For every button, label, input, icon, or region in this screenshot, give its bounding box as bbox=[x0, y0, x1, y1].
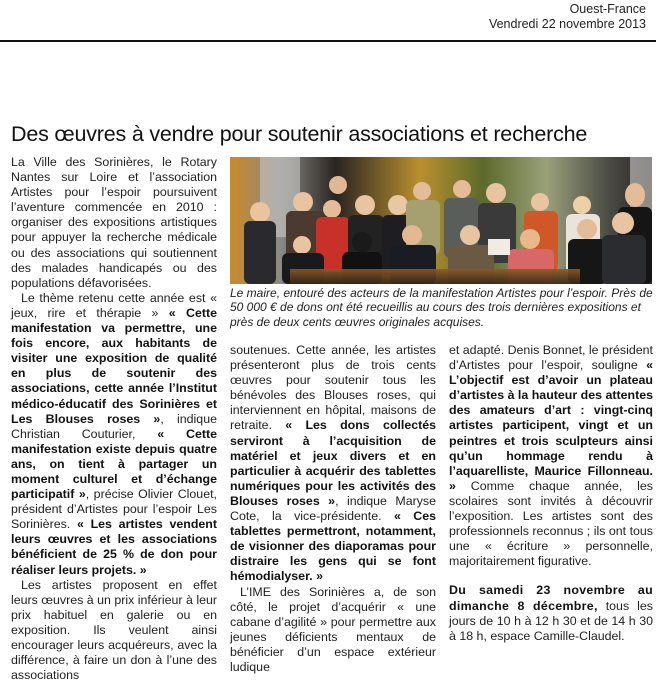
article-column-2 bbox=[230, 343, 436, 675]
header-divider bbox=[0, 40, 656, 42]
body-text: Les artistes proposent en effet leurs œuvres à un prix inférieur à leur prix habituel en galerie ou en exposition. Ils veulent ainsi encourager leurs acquéreurs, avec la différence, à faire un don à l’une des associations bbox=[11, 577, 217, 683]
publication-name: Ouest-France bbox=[569, 2, 646, 16]
paragraph-intro bbox=[11, 155, 217, 291]
paragraph-blouses-roses bbox=[230, 343, 436, 585]
quote-text: « Ces tablettes permettront, notamment, de visionner des diaporamas pour distraire les gens qui se font hémodialyser. » bbox=[230, 509, 436, 584]
group-photo-image bbox=[230, 157, 652, 284]
paragraph-prices bbox=[11, 578, 217, 683]
article-headline: Des œuvres à vendre pour soutenir associations et recherche bbox=[11, 122, 588, 146]
event-details: tous les jours de 10 h à 12 h 30 et de 14 h 30 à 18 h, espace Camille-Claudel. bbox=[449, 598, 653, 643]
body-text: Comme chaque année, les scolaires sont invités à découvrir l’exposition. Les artistes sont des professionnels reconnus ; ils ont tous une « écriture » personnelle, majoritairement figurative. bbox=[449, 478, 653, 569]
quote-text: « Cette manifestation va permettre, une fois encore, aux habitants de visiter une exposition de qualité en plus de soutenir des associations, cette année l’Institut médico-éducatif des Sorinières et Les Blouses roses » bbox=[11, 305, 217, 426]
paragraph-denis-bonnet bbox=[449, 343, 653, 569]
publication-date: Vendredi 22 novembre 2013 bbox=[488, 17, 646, 31]
quote-text: « Cette manifestation existe depuis quatre ans, on tient à partager un moment culturel et d’échange participatif » bbox=[11, 426, 217, 502]
body-text: soutenues. Cette année, les artistes présenteront plus de trois cents œuvres pour soutenir tous les bénévoles des Blouses roses, qui interviennent en hôpital, maisons de retraite. bbox=[230, 343, 436, 433]
masthead bbox=[489, 2, 646, 32]
article-column-3 bbox=[449, 343, 653, 644]
event-info bbox=[449, 583, 653, 643]
body-text: et adapté. Denis Bonnet, le président d’Artistes pour l’espoir, souligne bbox=[449, 343, 653, 373]
body-text: L’IME des Sorinières a, de son côté, le projet d’acquérir « une cabane d’agilité » pour permettre aux jeunes déficients mentaux de bénéficier d’un espace extérieur ludique bbox=[230, 584, 436, 674]
quote-text: « Les artistes vendent leurs œuvres et les associations bénéficient de 25 % de don pour réaliser leurs projets. » bbox=[11, 517, 218, 577]
body-text: , indique Christian Couturier, bbox=[11, 411, 217, 441]
group-photo bbox=[230, 157, 652, 284]
paragraph-theme bbox=[11, 291, 217, 578]
body-text: , indique Maryse Cote, la vice-présidente. bbox=[230, 493, 436, 524]
body-text: , précise Olivier Clouet, président d’Artistes pour l’espoir Les Sorinières. bbox=[11, 487, 217, 532]
photo-caption: Le maire, entouré des acteurs de la manifestation Artistes pour l’espoir. Près de 50 000 € de dons ont été recueillis au cours des trois dernières expositions et près de deux cents œuvres originales acquises. bbox=[230, 286, 653, 329]
article-column-1 bbox=[11, 155, 217, 683]
paragraph-ime bbox=[230, 585, 436, 676]
quote-text: « Les dons collectés serviront à l’acquisition de matériel et jeux divers et en particulier à acquérir des tablettes numériques pour les activités des Blouses roses » bbox=[230, 418, 437, 508]
body-text: La Ville des Sorinières, le Rotary Nantes sur Loire et l’association Artistes pour l’espoir poursuivent l’aventure commencée en 2010 : organiser des expositions artistiques pour appuyer la recherche médicale ou des associations qui soutiennent des malades handicapés ou des populations défavorisées. bbox=[11, 155, 217, 290]
event-dates: Du samedi 23 novembre au dimanche 8 décembre, bbox=[449, 583, 653, 613]
body-text: Le thème retenu cette année est « jeux, rire et thérapie » bbox=[11, 290, 217, 320]
quote-text: « L’objectif est d’avoir un plateau d’artistes à la hauteur des attentes des amateurs d’art : vingt-cinq artistes participent, vingt et un peintres et trois sculpteurs ainsi qu’un hommage rendu à l’aquarelliste, Maurice Fillonneau. » bbox=[449, 358, 653, 493]
